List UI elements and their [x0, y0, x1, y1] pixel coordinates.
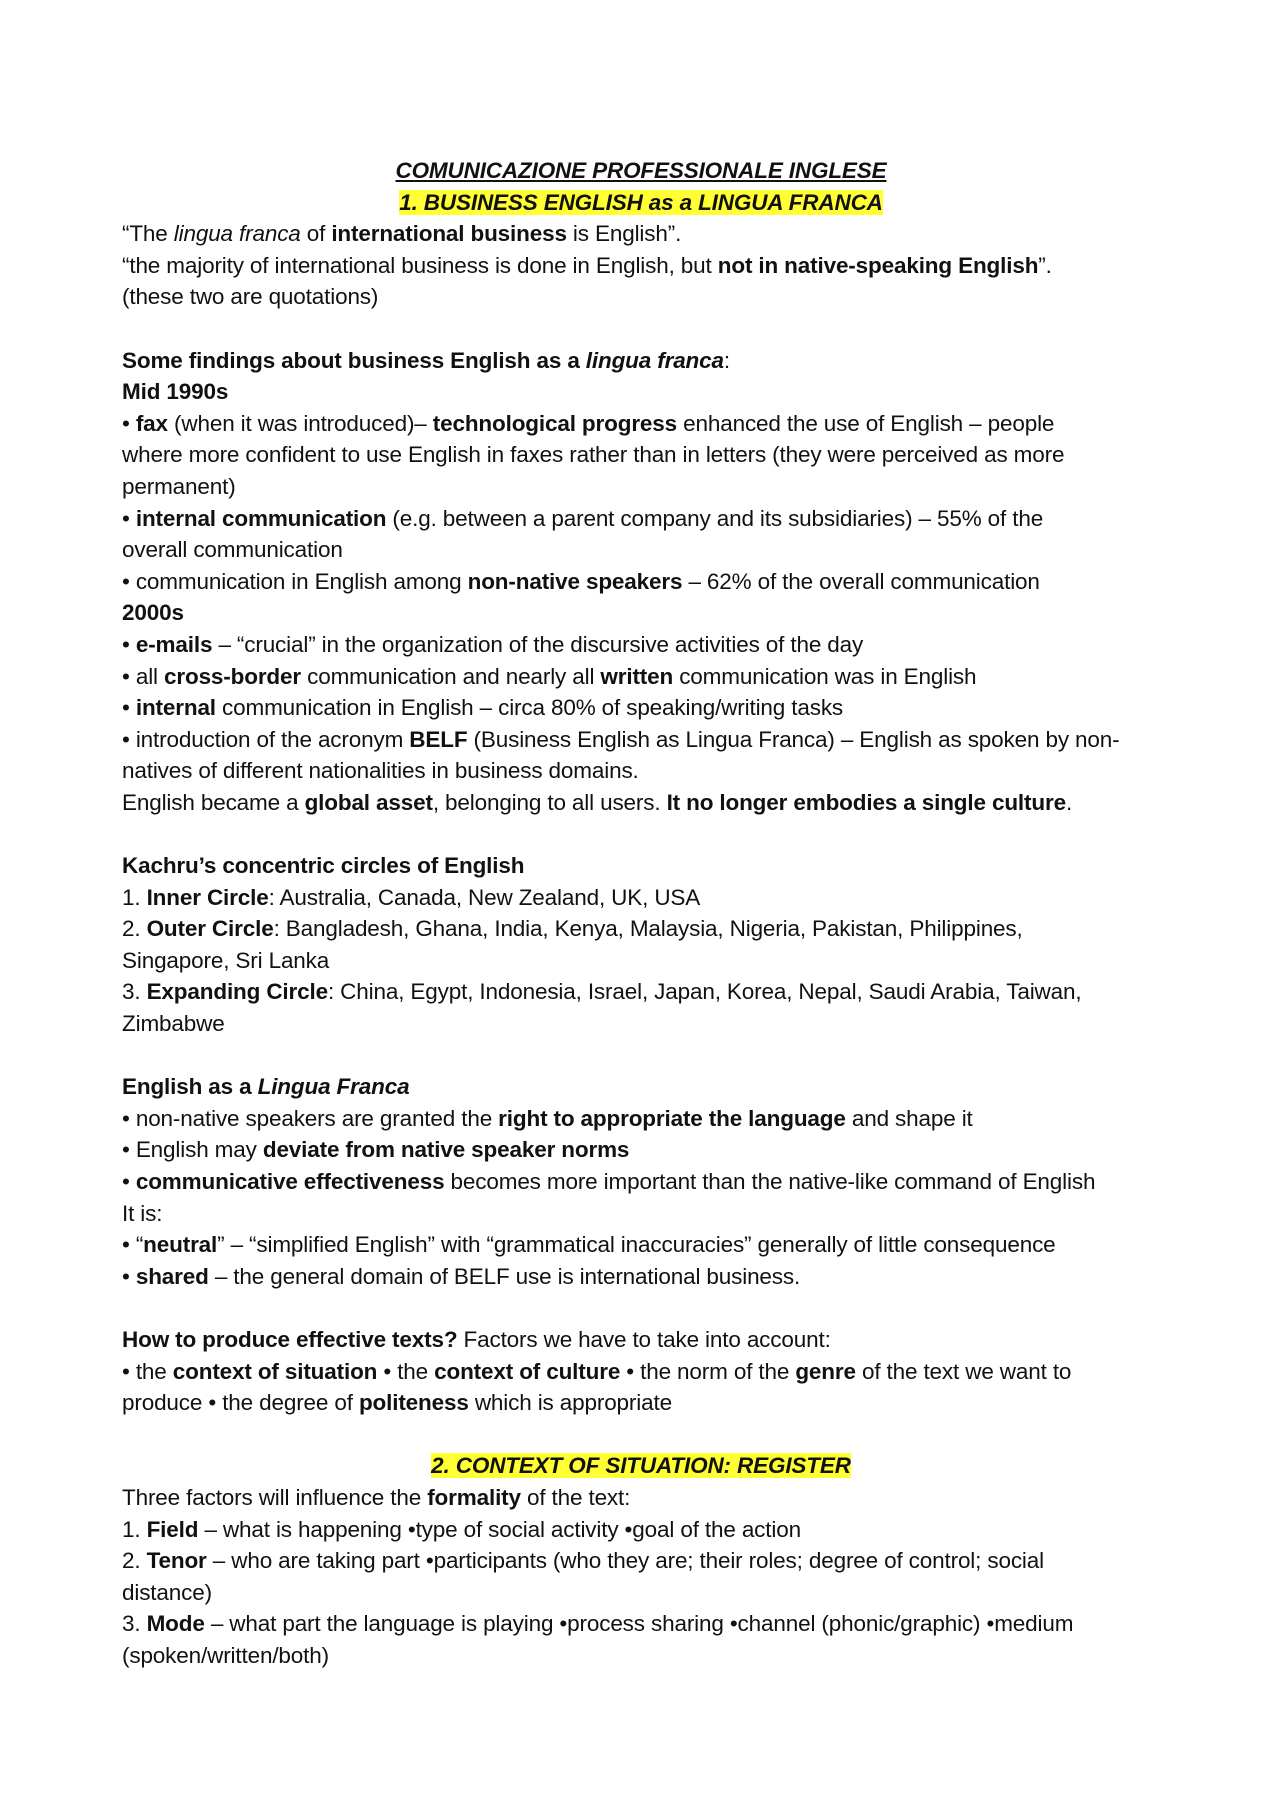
list-item-fax-cont: permanent) [122, 473, 236, 499]
list-item-internal: • internal communication in English – circa 80% of speaking/writing tasks [122, 695, 844, 721]
list-item-internal-communication: • internal communication (e.g. between a parent company and its subsidiaries) – 55% of the [122, 505, 1044, 531]
quote-note: (these two are quotations) [122, 284, 379, 310]
spacer [122, 313, 1160, 345]
list-item-mode: 3. Mode – what part the language is playing •process sharing •channel (phonic/graphic) •medium [122, 1611, 1074, 1637]
document-body [122, 155, 1160, 1672]
list-item-emails: • e-mails – “crucial” in the organization of the discursive activities of the day [122, 631, 864, 657]
list-item-expanding-circle: 3. Expanding Circle: China, Egypt, Indonesia, Israel, Japan, Korea, Nepal, Saudi Arabia, Taiwan, [122, 979, 1082, 1005]
findings-heading: Some findings about business English as a lingua franca: [122, 347, 730, 373]
list-item-belf-cont: natives of different nationalities in business domains. [122, 758, 639, 784]
global-asset-line: English became a global asset, belonging to all users. It no longer embodies a single culture. [122, 789, 1073, 815]
section-heading-2: 2. CONTEXT OF SITUATION: REGISTER [431, 1453, 851, 1479]
elf-heading: English as a Lingua Franca [122, 1074, 410, 1100]
spacer [122, 1419, 1160, 1451]
period-2000s: 2000s [122, 600, 184, 626]
list-item-cross-border: • all cross-border communication and nearly all written communication was in English [122, 663, 977, 689]
list-item-outer-circle: 2. Outer Circle: Bangladesh, Ghana, India, Kenya, Malaysia, Nigeria, Pakistan, Philippines, [122, 916, 1023, 942]
effective-texts-question: How to produce effective texts? Factors we have to take into account: [122, 1326, 831, 1352]
factors-line-1: • the context of situation • the context of culture • the norm of the genre of the text we want to [122, 1358, 1072, 1384]
period-mid-1990s: Mid 1990s [122, 379, 229, 405]
factors-line-2: produce • the degree of politeness which is appropriate [122, 1390, 672, 1416]
list-item-tenor-cont: distance) [122, 1579, 212, 1605]
list-item-tenor: 2. Tenor – who are taking part •participants (who they are; their roles; degree of control; social [122, 1548, 1044, 1574]
list-item-fax: • fax (when it was introduced)– technological progress enhanced the use of English – people [122, 410, 1055, 436]
quote-1: “The lingua franca of international business is English”. [122, 221, 682, 247]
section-heading-1: 1. BUSINESS ENGLISH as a LINGUA FRANCA [399, 189, 883, 215]
it-is-line: It is: [122, 1200, 163, 1226]
quote-2: “the majority of international business is done in English, but not in native-speaking English”. [122, 252, 1052, 278]
spacer [122, 818, 1160, 850]
list-item-outer-circle-cont: Singapore, Sri Lanka [122, 947, 330, 973]
list-item-shared: • shared – the general domain of BELF use is international business. [122, 1263, 801, 1289]
list-item-fax-cont: where more confident to use English in faxes rather than in letters (they were perceived as more [122, 442, 1065, 468]
list-item-inner-circle: 1. Inner Circle: Australia, Canada, New Zealand, UK, USA [122, 884, 701, 910]
page-title: COMUNICAZIONE PROFESSIONALE INGLESE [395, 158, 887, 183]
list-item-internal-cont: overall communication [122, 537, 343, 563]
register-intro: Three factors will influence the formality of the text: [122, 1484, 631, 1510]
list-item-effectiveness: • communicative effectiveness becomes more important than the native-like command of English [122, 1169, 1096, 1194]
list-item-deviate: • English may deviate from native speaker norms [122, 1137, 630, 1163]
spacer [122, 1040, 1160, 1072]
list-item-neutral: • “neutral” – “simplified English” with “grammatical inaccuracies” generally of little consequence [122, 1232, 1056, 1258]
spacer [122, 1292, 1160, 1324]
list-item-non-native: • communication in English among non-native speakers – 62% of the overall communication [122, 568, 1040, 594]
list-item-field: 1. Field – what is happening •type of social activity •goal of the action [122, 1516, 801, 1542]
list-item-appropriate: • non-native speakers are granted the right to appropriate the language and shape it [122, 1105, 973, 1131]
list-item-expanding-circle-cont: Zimbabwe [122, 1011, 225, 1037]
kachru-heading: Kachru’s concentric circles of English [122, 853, 525, 879]
list-item-belf: • introduction of the acronym BELF (Business English as Lingua Franca) – English as spoken by non- [122, 726, 1120, 752]
list-item-mode-cont: (spoken/written/both) [122, 1642, 329, 1668]
